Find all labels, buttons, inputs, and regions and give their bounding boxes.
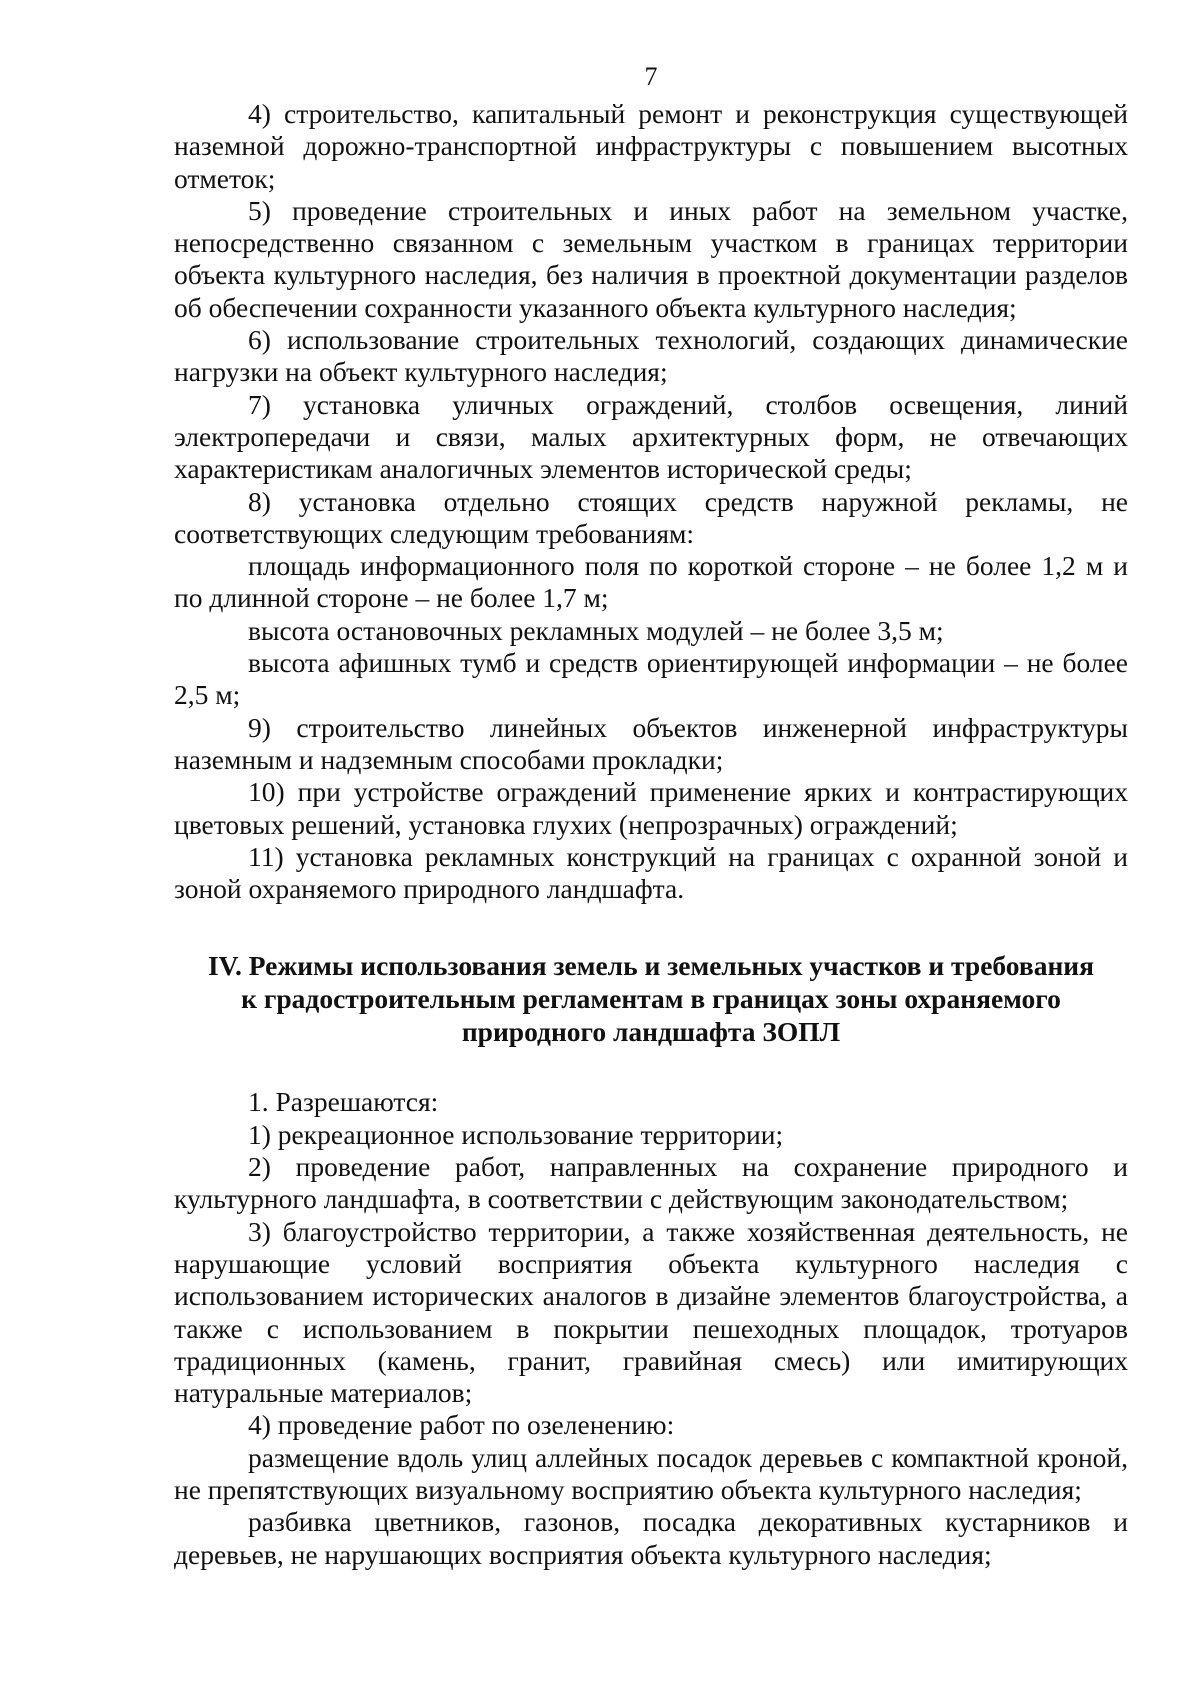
list-item: 2) проведение работ, направленных на сохранение природного и культурного ландшафта, в соответствии с действующим законодательством; bbox=[174, 1151, 1128, 1215]
section-heading-line: к градостроительным регламентам в границах зоны охраняемого bbox=[241, 983, 1061, 1015]
page-number: 7 bbox=[644, 62, 658, 91]
list-item: 4) строительство, капитальный ремонт и реконструкция существующей наземной дорожно-транспортной инфраструктуры с повышением высотных отметок; bbox=[174, 98, 1128, 194]
sub-item: высота афишных тумб и средств ориентирующей информации – не более 2,5 м; bbox=[174, 647, 1128, 711]
list-item: 11) установка рекламных конструкций на границах с охранной зоной и зоной охраняемого природного ландшафта. bbox=[174, 840, 1128, 905]
list-item: 10) при устройстве ограждений применение ярких и контрастирующих цветовых решений, установка глухих (непрозрачных) ограждений; bbox=[174, 776, 1128, 840]
list-item: 1) рекреационное использование территории; bbox=[248, 1118, 784, 1150]
clause-title: 1. Разрешаются: bbox=[248, 1086, 439, 1118]
list-item: 4) проведение работ по озеленению: bbox=[248, 1409, 675, 1441]
sub-item: высота остановочных рекламных модулей – не более 3,5 м; bbox=[248, 614, 944, 646]
sub-item: площадь информационного поля по короткой стороне – не более 1,2 м и по длинной стороне – не более 1,7 м; bbox=[174, 550, 1128, 614]
section-heading-line: природного ландшафта ЗОПЛ bbox=[461, 1016, 841, 1048]
sub-item: размещение вдоль улиц аллейных посадок деревьев с компактной кроной, не препятствующих визуальному восприятию объекта культурного наследия; bbox=[174, 1441, 1128, 1505]
section-heading bbox=[174, 949, 1128, 1048]
list-item: 3) благоустройство территории, а также хозяйственная деятельность, не нарушающие условий восприятия объекта культурного наследия с использованием исторических аналогов в дизайне элементов благоустройства, а также с использованием в покрытии пешеходных площадок, тротуаров традиционных (камень, гранит, гравийная смесь) или имитирующих натуральные материалов; bbox=[174, 1215, 1128, 1409]
list-item: 7) установка уличных ограждений, столбов освещения, линий электропередачи и связи, малых архитектурных форм, не отвечающих характеристикам аналогичных элементов исторической среды; bbox=[174, 388, 1128, 485]
list-item: 5) проведение строительных и иных работ на земельном участке, непосредственно связанном с земельным участком в границах территории объекта культурного наследия, без наличия в проектной документации разделов об обеспечении сохранности указанного объекта культурного наследия; bbox=[174, 194, 1128, 323]
document-page bbox=[174, 62, 1128, 1571]
section-heading-line: IV. Режимы использования земель и земельных участков и требования bbox=[207, 950, 1095, 982]
list-item: 9) строительство линейных объектов инженерной инфраструктуры наземным и надземным способами прокладки; bbox=[174, 711, 1128, 775]
list-item: 8) установка отдельно стоящих средств наружной рекламы, не соответствующих следующим требованиям: bbox=[174, 485, 1128, 549]
sub-item: разбивка цветников, газонов, посадка декоративных кустарников и деревьев, не нарушающих восприятия объекта культурного наследия; bbox=[174, 1506, 1128, 1570]
list-item: 6) использование строительных технологий, создающих динамические нагрузки на объект культурного наследия; bbox=[174, 324, 1128, 388]
